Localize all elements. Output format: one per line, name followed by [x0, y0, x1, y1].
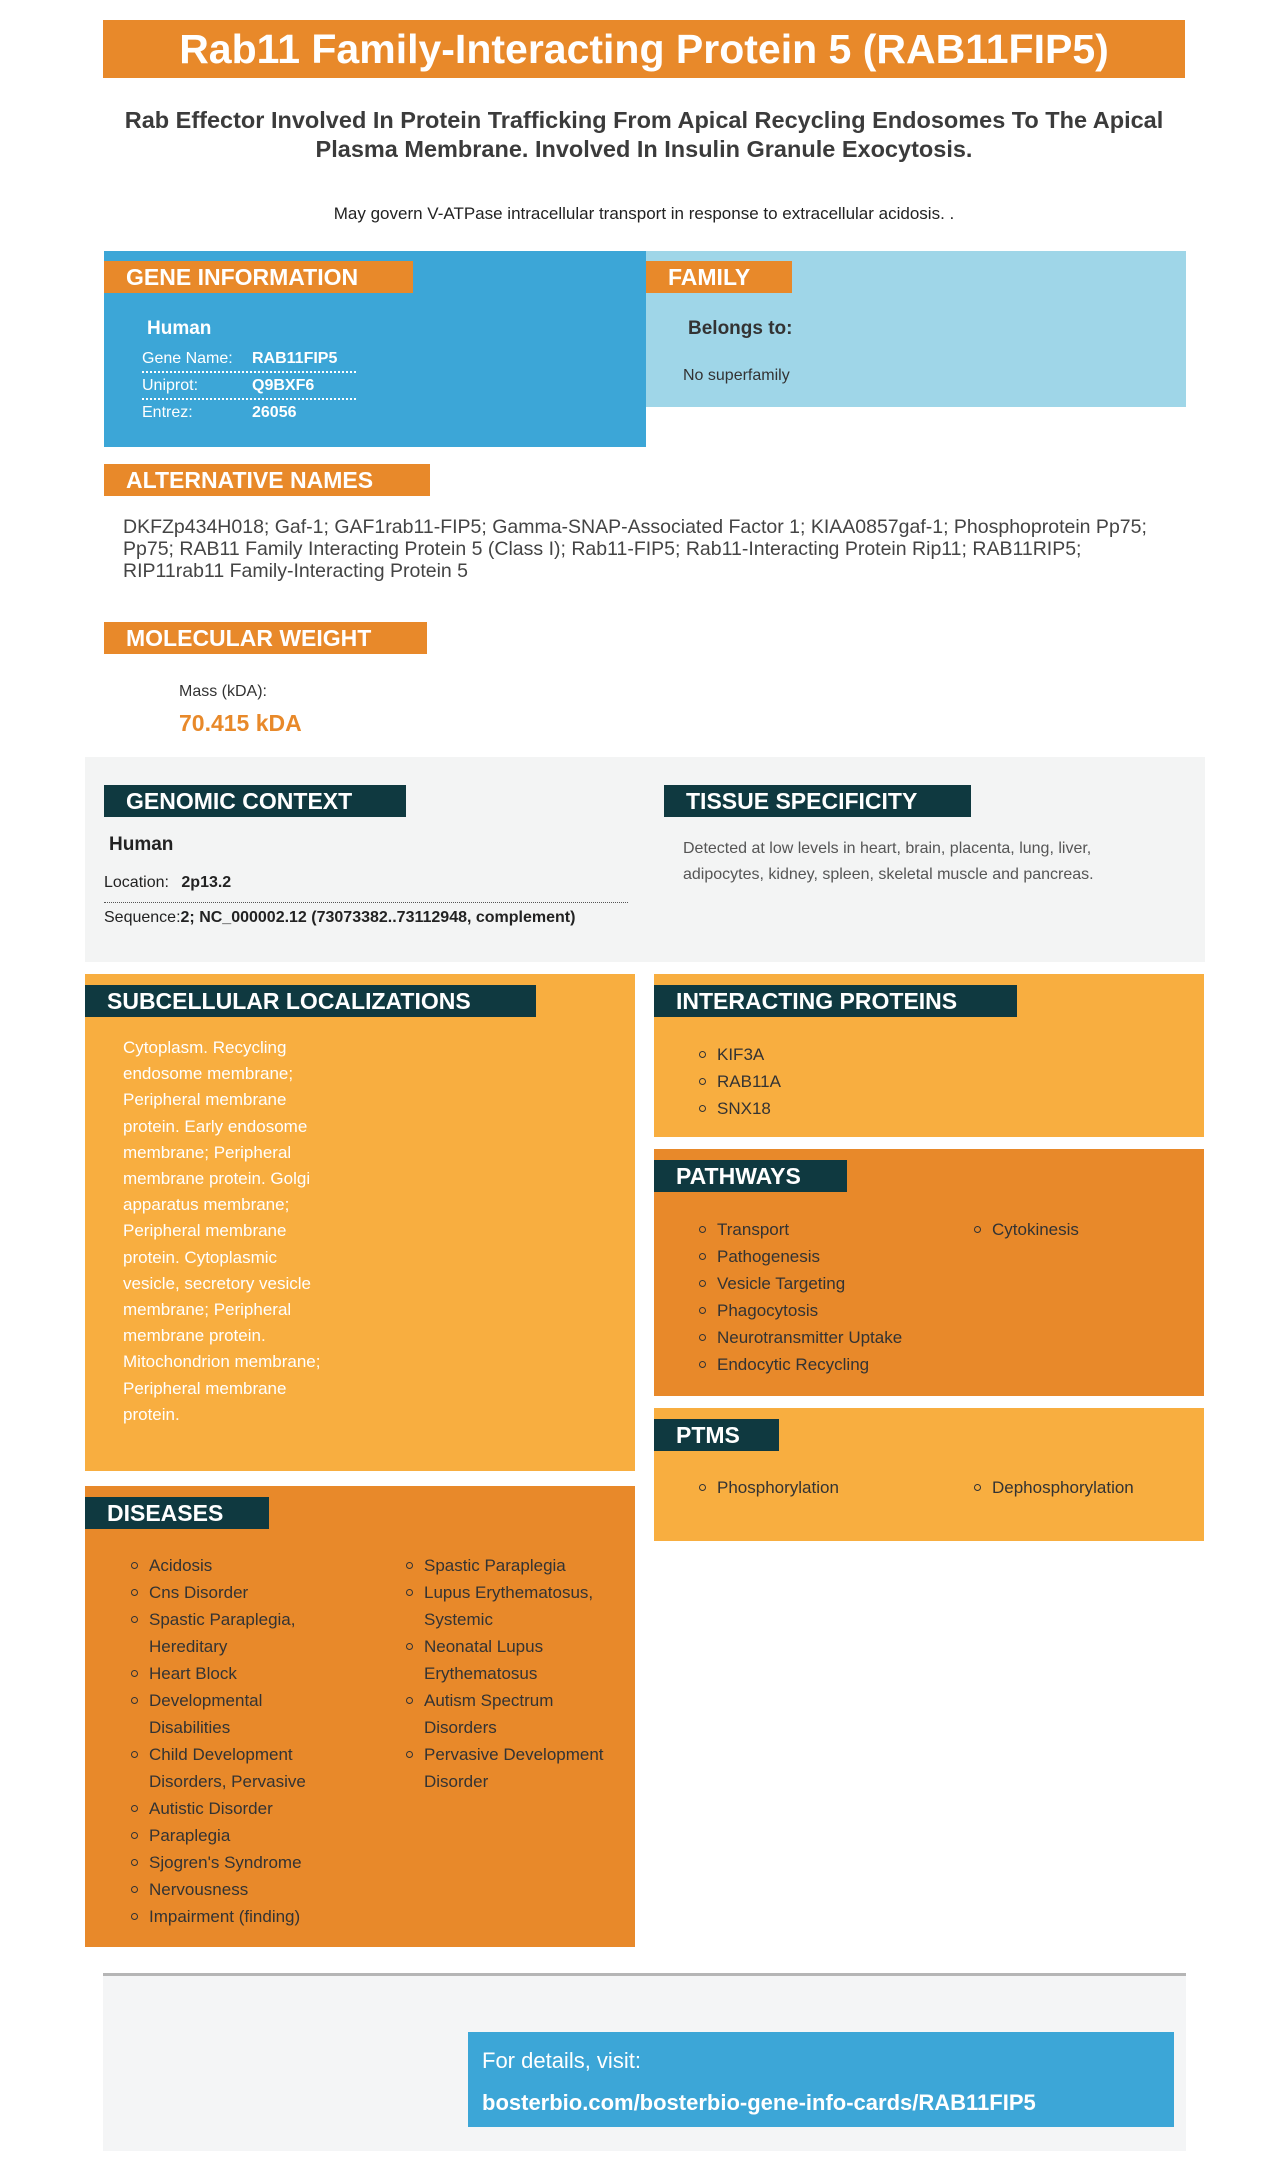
subcellular-text: Cytoplasm. Recycling endosome membrane; Peripheral membrane protein. Early endosome membrane; Peripheral membrane protein. Golgi apparatus membrane; Peripheral membrane protein. Cytoplasmic vesicle, secretory vesicle membrane; Peripheral membrane protein. Mitochondrion membrane; Peripheral membrane protein.	[123, 1038, 321, 1424]
subcellular-header: SUBCELLULAR LOCALIZATIONS	[85, 985, 536, 1017]
ptms-list-col1	[697, 1474, 839, 1501]
pathways-list-col1	[697, 1216, 902, 1378]
list-item[interactable]: RAB11A	[697, 1068, 781, 1095]
divider	[142, 398, 356, 400]
list-item: Pervasive Development Disorder	[404, 1741, 619, 1795]
sequence-value: 2; NC_000002.12 (73073382..73112948, complement)	[180, 909, 576, 926]
list-item: Vesicle Targeting	[697, 1270, 902, 1297]
protein-description: May govern V-ATPase intracellular transport in response to extracellular acidosis. .	[333, 204, 955, 223]
interacting-proteins-list	[697, 1041, 781, 1122]
tissue-specificity-text: Detected at low levels in heart, brain, placenta, lung, liver, adipocytes, kidney, spleen, skeletal muscle and pancreas.	[683, 840, 1094, 883]
mass-value: 70.415 kDA	[179, 710, 302, 736]
list-item: Acidosis	[129, 1552, 344, 1579]
list-item: Lupus Erythematosus, Systemic	[404, 1579, 619, 1633]
uniprot-label: Uniprot:	[142, 377, 199, 394]
list-item: Neonatal Lupus Erythematosus	[404, 1633, 619, 1687]
list-item: Dephosphorylation	[972, 1474, 1134, 1501]
list-item: Neurotransmitter Uptake	[697, 1324, 902, 1351]
gene-species: Human	[147, 318, 212, 339]
interacting-proteins-header: INTERACTING PROTEINS	[654, 985, 1017, 1017]
family-belongs-label: Belongs to:	[688, 318, 793, 339]
ptms-list-col2	[972, 1474, 1134, 1501]
tissue-specificity-header: TISSUE SPECIFICITY	[664, 785, 971, 817]
alternative-names-header: ALTERNATIVE NAMES	[104, 464, 430, 496]
molecular-weight-header: MOLECULAR WEIGHT	[104, 622, 427, 654]
gene-information-header: GENE INFORMATION	[104, 261, 413, 293]
page-title: Rab11 Family-Interacting Protein 5 (RAB11FIP5)	[103, 20, 1185, 78]
list-item: Cytokinesis	[972, 1216, 1079, 1243]
sequence-label: Sequence:	[104, 909, 181, 926]
family-header: FAMILY	[646, 261, 792, 293]
list-item: Spastic Paraplegia	[404, 1552, 619, 1579]
diseases-list-col1	[129, 1552, 344, 1930]
uniprot-value[interactable]: Q9BXF6	[252, 377, 315, 394]
list-item: Heart Block	[129, 1660, 344, 1687]
divider	[104, 902, 628, 903]
gene-name-value: RAB11FIP5	[252, 350, 338, 367]
genomic-species: Human	[109, 834, 174, 855]
list-item: Child Development Disorders, Pervasive	[129, 1741, 344, 1795]
protein-function-summary: Rab Effector Involved In Protein Trafficking From Apical Recycling Endosomes To The Apical Plasma Membrane. Involved In Insulin Granule Exocytosis.	[124, 107, 1164, 162]
list-item: Sjogren's Syndrome	[129, 1849, 344, 1876]
details-link[interactable]: bosterbio.com/bosterbio-gene-info-cards/RAB11FIP5	[482, 2090, 1036, 2115]
list-item[interactable]: KIF3A	[697, 1041, 781, 1068]
list-item: Nervousness	[129, 1876, 344, 1903]
list-item: Impairment (finding)	[129, 1903, 344, 1930]
list-item: Phagocytosis	[697, 1297, 902, 1324]
family-value: No superfamily	[683, 367, 790, 384]
pathways-header: PATHWAYS	[654, 1160, 847, 1192]
entrez-value[interactable]: 26056	[252, 404, 297, 421]
list-item: Developmental Disabilities	[129, 1687, 344, 1741]
list-item: Autistic Disorder	[129, 1795, 344, 1822]
divider	[142, 371, 356, 373]
entrez-label: Entrez:	[142, 404, 193, 421]
list-item: Cns Disorder	[129, 1579, 344, 1606]
list-item: Autism Spectrum Disorders	[404, 1687, 619, 1741]
list-item: Phosphorylation	[697, 1474, 839, 1501]
diseases-list-col2	[404, 1552, 619, 1795]
ptms-header: PTMS	[654, 1419, 779, 1451]
gene-name-label: Gene Name:	[142, 350, 233, 367]
details-intro: For details, visit:	[482, 2048, 641, 2073]
genomic-context-header: GENOMIC CONTEXT	[104, 785, 406, 817]
alternative-names-text: DKFZp434H018; Gaf-1; GAF1rab11-FIP5; Gamma-SNAP-Associated Factor 1; KIAA0857gaf-1; Phosphoprotein Pp75; Pp75; RAB11 Family Interacting Protein 5 (Class I); Rab11-FIP5; Rab11-Interacting Protein Rip11; RAB11RIP5; RIP11rab11 Family-Interacting Protein 5	[123, 516, 1147, 582]
location-value: 2p13.2	[181, 874, 232, 891]
mass-label: Mass (kDA):	[179, 683, 267, 700]
pathways-list-col2	[972, 1216, 1079, 1243]
list-item: Paraplegia	[129, 1822, 344, 1849]
list-item: Transport	[697, 1216, 902, 1243]
location-label: Location:	[104, 874, 169, 891]
list-item[interactable]: SNX18	[697, 1095, 781, 1122]
diseases-header: DISEASES	[85, 1497, 269, 1529]
list-item: Spastic Paraplegia, Hereditary	[129, 1606, 344, 1660]
list-item: Pathogenesis	[697, 1243, 902, 1270]
details-link-box[interactable]	[468, 2032, 1174, 2127]
list-item: Endocytic Recycling	[697, 1351, 902, 1378]
